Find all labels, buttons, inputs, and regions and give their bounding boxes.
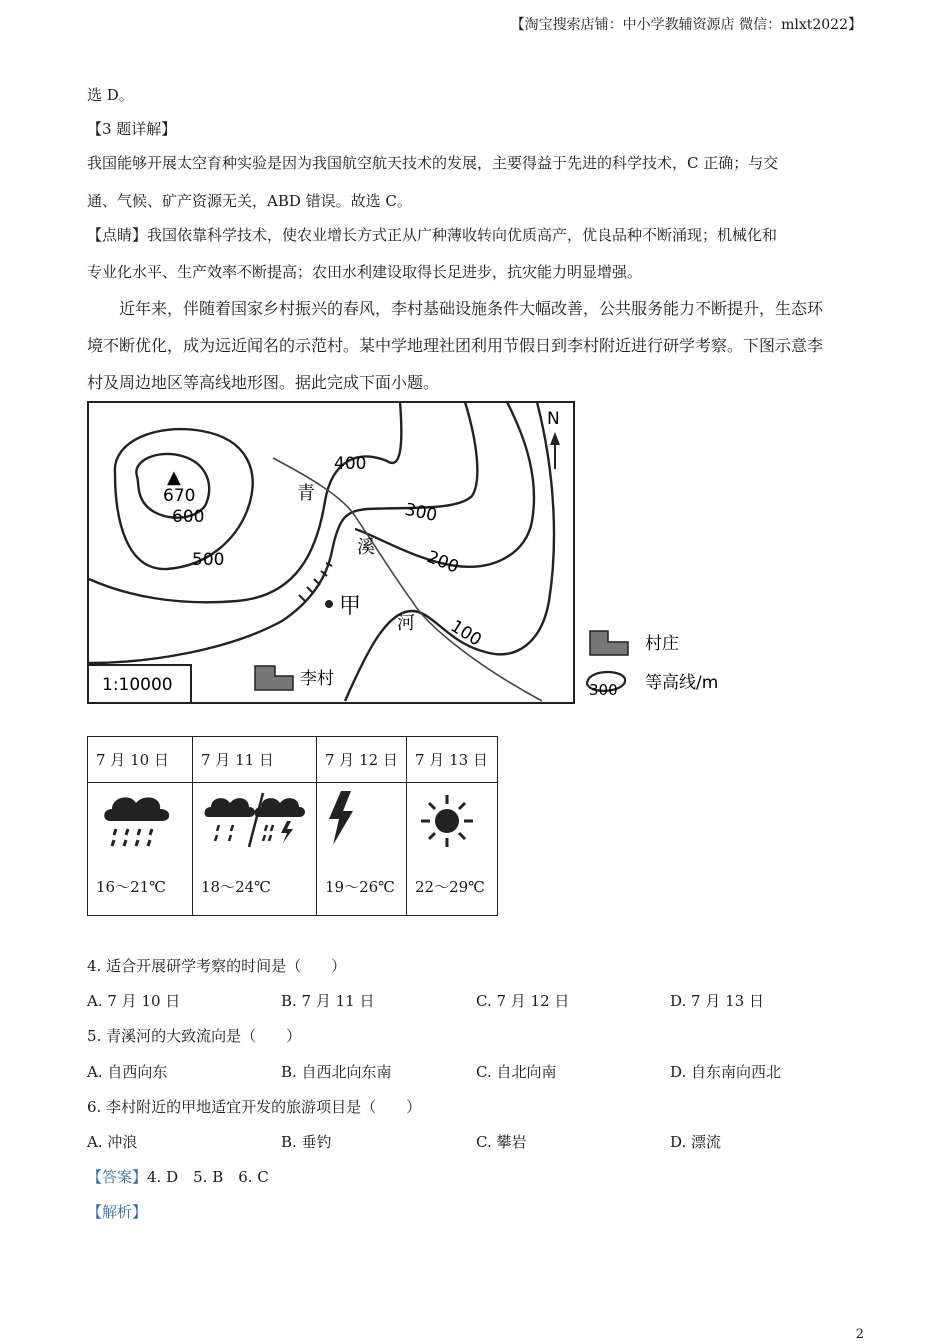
legend-village-icon	[590, 631, 628, 655]
scale-label: 1:10000	[102, 675, 173, 695]
contour-map	[87, 401, 737, 706]
village-li-icon	[255, 666, 293, 690]
answer-line	[87, 1166, 269, 1187]
weather-temp: 19～26℃	[325, 878, 395, 896]
page-number: 2	[855, 1327, 864, 1342]
weather-date: 7 月 12 日	[317, 737, 407, 783]
sun-icon	[417, 789, 482, 854]
text-line: 选 D。	[87, 86, 134, 104]
q5-option-d: D. 自东南向西北	[670, 1063, 782, 1081]
question-4: 4. 适合开展研学考察的时间是（ ）	[87, 957, 347, 975]
legend-contour-label: 等高线/m	[645, 673, 719, 693]
answer-text: 4. D 5. B 6. C	[147, 1168, 269, 1186]
weather-date: 7 月 10 日	[88, 737, 193, 783]
q4-option-c: C. 7 月 12 日	[476, 992, 570, 1010]
contour-200	[355, 402, 534, 567]
label-100: 100	[446, 616, 485, 651]
north-arrow-head	[550, 432, 560, 445]
contour-100	[345, 402, 554, 701]
rain-thunder-icon	[203, 789, 308, 854]
river-label-1: 青	[297, 483, 315, 504]
q6-option-b: B. 垂钓	[281, 1133, 332, 1151]
legend-village-label: 村庄	[645, 634, 679, 654]
north-label: N	[547, 409, 560, 429]
q4-option-d: D. 7 月 13 日	[670, 992, 764, 1010]
q5-option-b: B. 自西北向东南	[281, 1063, 392, 1081]
label-400: 400	[334, 454, 367, 474]
weather-date: 7 月 11 日	[193, 737, 317, 783]
text-line: 【点睛】我国依靠科学技术，使农业增长方式正从广种薄收转向优质高产，优良品种不断涌现；机械化和	[87, 226, 778, 244]
q5-option-c: C. 自北向南	[476, 1063, 557, 1081]
text-line: 我国能够开展太空育种实验是因为我国航空航天技术的发展，主要得益于先进的科学技术，C 正确；与交	[87, 154, 779, 172]
question-6: 6. 李村附近的甲地适宜开发的旅游项目是（ ）	[87, 1098, 422, 1116]
q6-option-d: D. 漂流	[670, 1133, 722, 1151]
river-label-2: 溪	[357, 537, 375, 558]
point-jia-marker	[325, 600, 333, 608]
section-heading: 【3 题详解】	[87, 120, 177, 138]
label-600: 600	[172, 507, 205, 527]
label-500: 500	[192, 550, 225, 570]
contour-400	[89, 402, 401, 602]
lightning-icon	[327, 789, 367, 854]
label-200: 200	[423, 547, 462, 578]
text-line: 通、气候、矿产资源无关，ABD 错误。故选 C。	[87, 192, 412, 210]
weather-temp: 18～24℃	[201, 878, 271, 896]
analysis-label: 【解析】	[87, 1203, 148, 1221]
q6-option-a: A. 冲浪	[87, 1133, 138, 1151]
intro-line: 境不断优化，成为远近闻名的示范村。某中学地理社团利用节假日到李村附近进行研学考察。下图示意李	[87, 336, 824, 355]
question-5: 5. 青溪河的大致流向是（ ）	[87, 1027, 302, 1045]
river-label-3: 河	[397, 613, 415, 634]
point-jia: 甲	[339, 594, 362, 619]
q5-option-a: A. 自西向东	[87, 1063, 168, 1081]
weather-table	[87, 736, 498, 916]
q4-option-a: A. 7 月 10 日	[87, 992, 181, 1010]
weather-temp: 22～29℃	[415, 878, 485, 896]
label-300: 300	[402, 499, 439, 527]
rain-icon	[98, 789, 178, 854]
label-670: 670	[163, 486, 196, 506]
village-li-label: 李村	[300, 669, 334, 689]
intro-line: 村及周边地区等高线地形图。据此完成下面小题。	[87, 373, 440, 392]
weather-date: 7 月 13 日	[407, 737, 498, 783]
text-line: 专业化水平、生产效率不断提高；农田水利建设取得长足进步，抗灾能力明显增强。	[87, 263, 643, 281]
intro-line: 近年来，伴随着国家乡村振兴的春风，李村基础设施条件大幅改善，公共服务能力不断提升，生态环	[119, 299, 824, 318]
peak-icon: ▲	[167, 467, 181, 488]
legend-contour-value: 300	[589, 681, 618, 699]
q6-option-c: C. 攀岩	[476, 1133, 527, 1151]
header-watermark: 【淘宝搜索店铺：中小学教辅资源店 微信：mlxt2022】	[510, 17, 862, 33]
weather-temp: 16～21℃	[96, 878, 166, 896]
q4-option-b: B. 7 月 11 日	[281, 992, 375, 1010]
answer-label: 【答案】	[87, 1168, 148, 1186]
contour-300	[89, 402, 477, 663]
